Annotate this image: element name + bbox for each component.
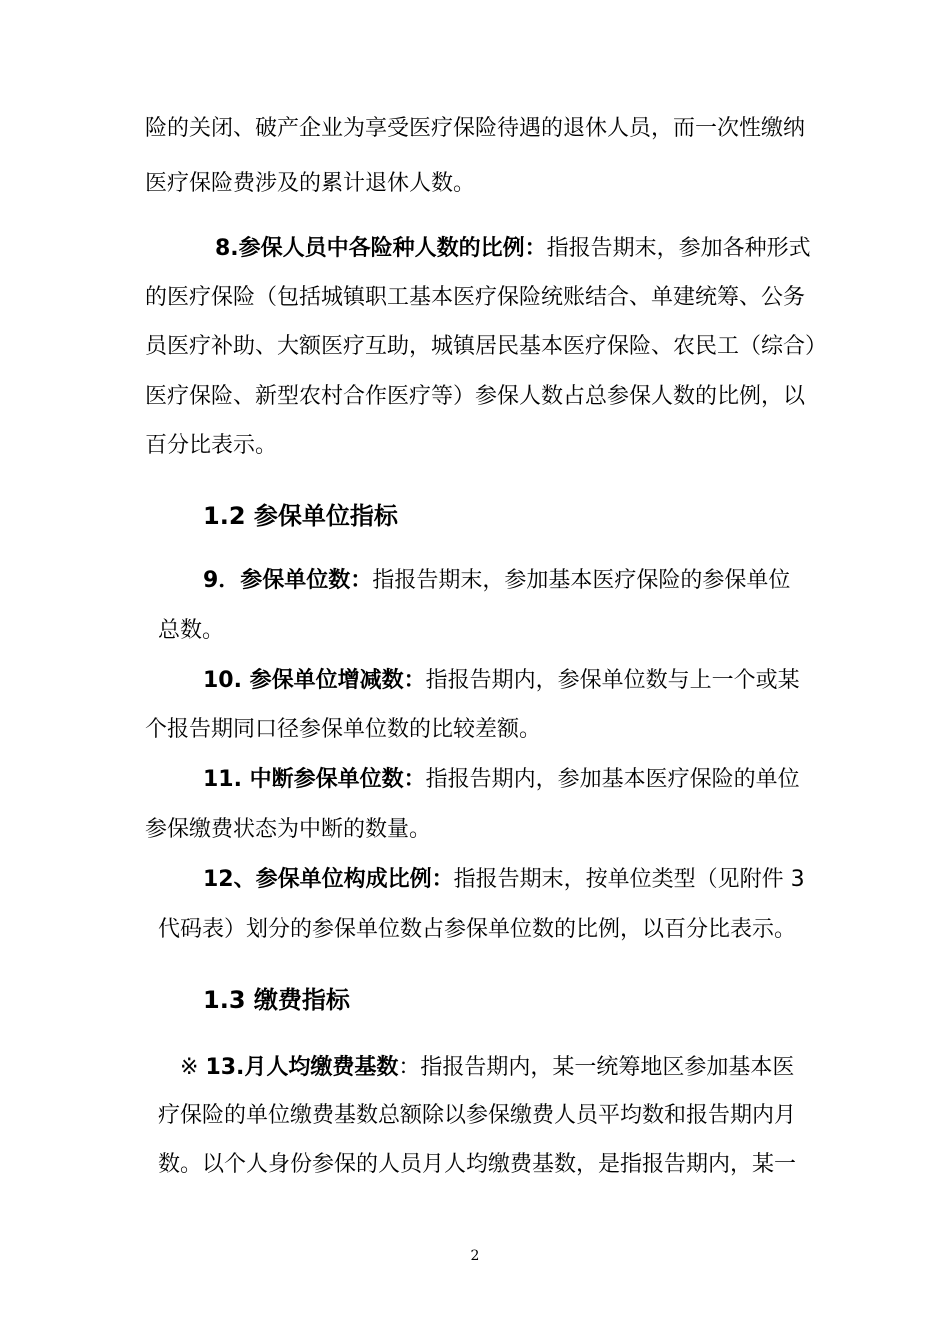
paragraph-12-first-line (203, 865, 805, 895)
term-8-text: 指报告期末，参加各种形式 (546, 236, 811, 261)
term-13-title: 13.月人均缴费基数 (205, 1055, 399, 1080)
term-9-text: 指报告期末，参加基本医疗保险的参保单位 (372, 568, 791, 593)
text-line: 员医疗补助、大额医疗互助，城镇居民基本医疗保险、农民工（综合） (145, 334, 828, 359)
text-line: 医疗保险、新型农村合作医疗等）参保人数占总参保人数的比例，以 (145, 384, 806, 409)
term-11-title: 11. 中断参保单位数： (203, 767, 426, 792)
text-line: 医疗保险费涉及的累计退休人数。 (145, 171, 476, 196)
text-line: 个报告期同口径参保单位数的比较差额。 (145, 717, 542, 742)
section-heading-1-3: 1.3 缴费指标 (203, 986, 350, 1014)
term-13-text: ：指报告期内，某一统筹地区参加基本医 (398, 1055, 795, 1080)
text-line: 疗保险的单位缴费基数总额除以参保缴费人员平均数和报告期内月 (158, 1103, 797, 1128)
term-10-title: 10. 参保单位增减数： (203, 668, 426, 693)
text-line: 百分比表示。 (145, 433, 278, 458)
term-10-text: 指报告期内，参保单位数与上一个或某 (425, 668, 800, 693)
text-line: 数。以个人身份参保的人员月人均缴费基数，是指报告期内，某一 (158, 1152, 797, 1177)
text-line: 代码表）划分的参保单位数占参保单位数的比例，以百分比表示。 (158, 917, 797, 942)
term-11-text: 指报告期内，参加基本医疗保险的单位 (425, 767, 800, 792)
text-line: 的医疗保险（包括城镇职工基本医疗保险统账结合、单建统筹、公务 (145, 285, 806, 310)
text-line: 总数。 (158, 618, 225, 643)
term-8-title: 8.参保人员中各险种人数的比例： (215, 236, 547, 261)
page-number: 2 (470, 1248, 480, 1264)
term-12-title: 12、参保单位构成比例： (203, 867, 454, 892)
paragraph-11-first-line (203, 765, 800, 795)
term-12-text: 指报告期末，按单位类型（见附件 3 (453, 867, 805, 892)
reference-mark: ※ (180, 1055, 206, 1080)
section-heading-1-2: 1.2 参保单位指标 (203, 502, 398, 530)
paragraph-8-first-line (215, 234, 811, 264)
paragraph-10-first-line (203, 666, 800, 696)
paragraph-9-first-line (203, 566, 790, 596)
text-line: 险的关闭、破产企业为享受医疗保险待遇的退休人员，而一次性缴纳 (145, 116, 806, 141)
term-9-title: 9．参保单位数： (203, 568, 373, 593)
text-line: 参保缴费状态为中断的数量。 (145, 817, 432, 842)
paragraph-13-first-line (180, 1053, 794, 1083)
